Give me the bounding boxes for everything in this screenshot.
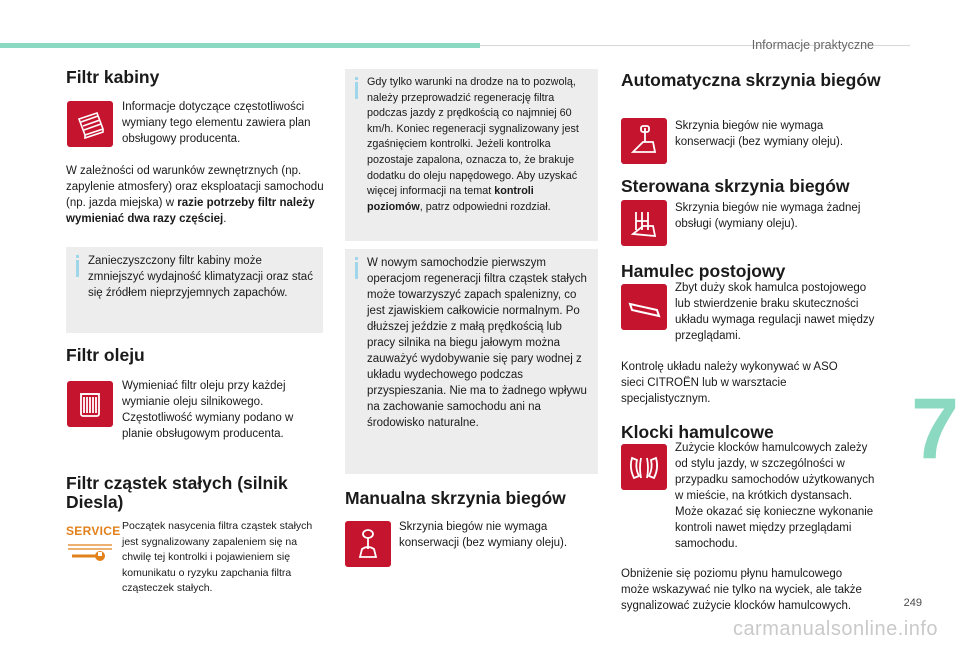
brake-pads-icon-text: Zużycie klocków hamulcowych zależy od stylu jazdy, w szczególności w przypadku samochodów użytkowanych w mieście, na krótkich dystansach. Może okazać się konieczne wykonanie kontroli nawet między przeglądami samochodu. <box>675 442 875 550</box>
automatic-gearbox-title: Automatyczna skrzynia biegów <box>621 70 881 90</box>
parking-brake-icon-text: Zbyt duży skok hamulca postojowego lub stwierdzenie braku skuteczności układu wymaga regulacji nawet między przeglądami. <box>675 282 875 342</box>
new-car-note: W nowym samochodzie pierwszym operacjom regeneracji filtra cząstek stałych może towarzyszyć zapach spalenizny, co jest zjawiskiem całkowicie normalnym. Po dłuższej jeździe z małą prędkością lub pracy silnika na biegu jałowym można zauważyć wydobywanie się pary wodnej z układu wydechowego podczas przyspieszania. Nie ma to żadnego wpływu na zachowanie samochodu ani na środowisko naturalne. <box>345 249 598 474</box>
service-warning-icon: SERVICE <box>66 524 116 568</box>
brake-pads-icon <box>621 444 667 490</box>
controlled-gearbox-title: Sterowana skrzynia biegów <box>621 176 850 196</box>
cabin-filter-body: W zależności od warunków zewnętrznych (np. zapylenie atmosfery) oraz eksploatacji samochodu (np. jazda miejska) w razie potrzeby filtr należy wymieniać dwa razy częściej. <box>66 165 324 225</box>
manual-gearbox-icon-text: Skrzynia biegów nie wymaga konserwacji (bez wymiany oleju). <box>399 521 568 549</box>
oil-filter-icon-text: Wymieniać filtr oleju przy każdej wymianie oleju silnikowego. Częstotliwość wymiany podano w planie obsługowym producenta. <box>122 380 294 440</box>
brake-pads-body: Obniżenie się poziomu płynu hamulcowego może wskazywać nie tylko na wyciek, ale także sygnalizować zużycie klocków hamulcowych. <box>621 568 862 612</box>
regeneration-note: Gdy tylko warunki na drodze na to pozwolą, należy przeprowadzić regenerację filtra podczas jazdy z prędkością co najmniej 60 km/h. Koniec regeneracji sygnalizowany jest zgaśnięciem kontrolki. Jeżeli kontrolka pozostaje zapalona, oznacza to, że brakuje dodatku do oleju napędowego. Aby uzyskać więcej informacji na temat kontroli poziomów, patrz odpowiedni rozdział. <box>345 69 598 241</box>
controlled-gearbox-icon-text: Skrzynia biegów nie wymaga żadnej obsługi (wymiany oleju). <box>675 202 861 230</box>
cabin-filter-icon-text: Informacje dotyczące częstotliwości wymiany tego elementu zawiera plan obsługowy producenta. <box>122 101 311 145</box>
controlled-gearbox-icon <box>621 200 667 246</box>
automatic-gearbox-icon <box>621 118 667 164</box>
automatic-gearbox-icon-text: Skrzynia biegów nie wymaga konserwacji (bez wymiany oleju). <box>675 120 844 148</box>
cabin-filter-note: Zanieczyszczony filtr kabiny może zmniejszyć wydajność klimatyzacji oraz stać się źródłem nieprzyjemnych zapachów. <box>66 247 323 333</box>
chapter-number: 7 <box>911 381 959 477</box>
brake-pads-title: Klocki hamulcowe <box>621 422 774 442</box>
cabin-filter-icon <box>67 101 113 147</box>
cabin-filter-title: Filtr kabiny <box>66 67 160 87</box>
info-icon <box>76 255 79 277</box>
particle-filter-title: Filtr cząstek stałych (silnik Diesla) <box>66 473 288 512</box>
oil-filter-title: Filtr oleju <box>66 345 145 365</box>
info-icon <box>355 257 358 279</box>
manual-gearbox-title: Manualna skrzynia biegów <box>345 488 566 508</box>
watermark: carmanualsonline.info <box>732 618 938 640</box>
oil-filter-icon <box>67 381 113 427</box>
manual-gearbox-icon <box>345 521 391 567</box>
parking-brake-icon <box>621 284 667 330</box>
info-icon <box>355 77 358 99</box>
parking-brake-body: Kontrolę układu należy wykonywać w ASO sieci CITROËN lub w warsztacie specjalistycznym. <box>621 361 838 405</box>
particle-filter-icon-text: Początek nasycenia filtra cząstek stałych jest sygnalizowany zapaleniem się na chwilę tej kontrolki i pojawieniem się komunikatu o ryzyku zapchania filtra cząsteczek stałych. <box>122 520 313 594</box>
section-title: Informacje praktyczne <box>751 38 874 52</box>
parking-brake-title: Hamulec postojowy <box>621 261 786 281</box>
page-number: 249 <box>903 597 922 609</box>
header-accent-bar <box>0 43 480 48</box>
